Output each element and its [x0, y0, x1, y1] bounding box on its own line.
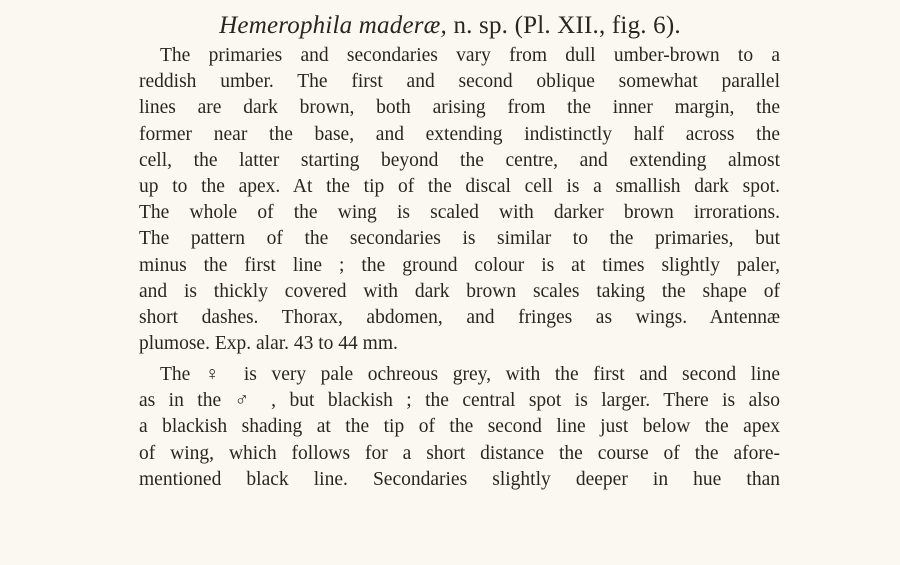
species-heading — [0, 10, 900, 42]
text-line: mentioned black line. Secondaries slightly deeper in hue than — [139, 468, 780, 490]
text-line: former near the base, and extending indistinctly half across the — [139, 123, 780, 145]
text-line: minus the first line ; the ground colour is at times slightly paler, — [139, 254, 780, 276]
text-line: a blackish shading at the tip of the second line just below the apex — [139, 416, 780, 438]
text-line: lines are dark brown, both arising from the inner margin, the — [139, 97, 780, 119]
paragraph-male-description — [139, 43, 780, 357]
text-line: The primaries and secondaries vary from dull umber-brown to a — [160, 45, 780, 66]
text-line: plumose. Exp. alar. 43 to 44 mm. — [139, 333, 398, 355]
paragraph-female-description — [139, 362, 780, 493]
text-line: cell, the latter starting beyond the centre, and extending almost — [139, 149, 780, 171]
species-reference: n. sp. (Pl. XII., fig. 6). — [447, 12, 681, 39]
text-line: The pattern of the secondaries is similar to the primaries, but — [139, 228, 780, 250]
text-line: as in the ♂ , but blackish ; the central spot is larger. There is also — [139, 390, 780, 412]
text-line: The ♀ is very pale ochreous grey, with the first and second line — [160, 364, 780, 385]
text-line: and is thickly covered with dark brown scales taking the shape of — [139, 280, 780, 302]
text-line: of wing, which follows for a short distance the course of the afore- — [139, 442, 780, 464]
text-line: short dashes. Thorax, abdomen, and fringes as wings. Antennæ — [139, 306, 780, 328]
text-line: up to the apex. At the tip of the discal cell is a smallish dark spot. — [139, 175, 780, 197]
text-line: The whole of the wing is scaled with darker brown irrorations. — [139, 202, 780, 224]
text-line: reddish umber. The first and second oblique somewhat parallel — [139, 71, 780, 93]
species-name: Hemerophila maderæ, — [219, 12, 447, 39]
